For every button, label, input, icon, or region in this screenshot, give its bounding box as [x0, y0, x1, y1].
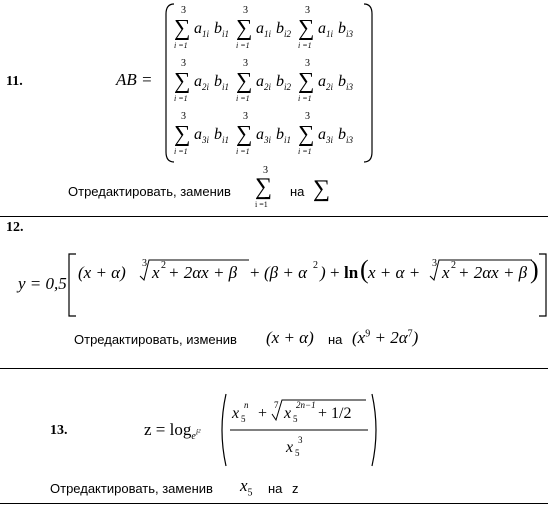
instruction-na: на — [268, 481, 283, 496]
sum-lower: i =1 — [236, 41, 250, 50]
problem-11-lhs: AB = — [116, 70, 153, 89]
svg-text:3: 3 — [142, 258, 147, 269]
svg-text:7: 7 — [274, 400, 279, 410]
svg-text:5: 5 — [295, 448, 300, 458]
matrix-cell — [298, 108, 360, 161]
sum-upper: 3 — [305, 111, 310, 122]
sum-upper: 3 — [305, 5, 310, 16]
sum-lower: i =1 — [236, 147, 250, 156]
b-subscript: i1 — [284, 135, 292, 145]
sum-symbol-with-limits — [253, 162, 279, 210]
a-term: a — [194, 73, 202, 90]
sum-lower: i =1 — [298, 41, 312, 50]
b-term: b — [276, 126, 284, 143]
sum-sign: ∑ — [298, 68, 315, 93]
svg-text:2: 2 — [161, 260, 166, 271]
sum-lower: i =1 — [174, 94, 188, 103]
sum-upper: 3 — [243, 111, 248, 122]
matrix-cell — [174, 55, 236, 108]
svg-text:5: 5 — [241, 414, 246, 424]
a-subscript: 1i — [264, 29, 272, 39]
a-term: a — [256, 73, 264, 90]
sum-sign: ∑ — [174, 68, 191, 93]
svg-text:+ 1/2: + 1/2 — [318, 405, 352, 422]
part1: (x + α) — [78, 263, 126, 282]
sum-lower: i =1 — [236, 94, 250, 103]
b-subscript: i1 — [222, 29, 230, 39]
divider-1 — [0, 216, 548, 217]
problem-12-number: 12. — [6, 220, 24, 235]
a-term: a — [194, 20, 202, 37]
a-subscript: 2i — [264, 82, 272, 92]
svg-text:): ) — [320, 263, 326, 282]
matrix-cell — [298, 55, 360, 108]
svg-text:+ 2αx + β: + 2αx + β — [168, 263, 238, 282]
svg-text:ln: ln — [344, 263, 359, 282]
svg-text:x: x — [232, 405, 240, 422]
divider-2 — [0, 368, 548, 369]
svg-text:3: 3 — [432, 258, 437, 269]
sum-upper: 3 — [305, 58, 310, 69]
b-term: b — [338, 126, 346, 143]
b-term: b — [214, 126, 222, 143]
sum-upper: 3 — [181, 111, 186, 122]
instruction-from-expr: (x + α) — [266, 328, 314, 347]
svg-text:∑: ∑ — [313, 176, 331, 202]
instruction-text: Отредактировать, изменив — [74, 332, 237, 347]
instruction-na: на — [290, 184, 305, 199]
a-subscript: 1i — [326, 29, 334, 39]
sum-lower: i =1 — [174, 147, 188, 156]
instruction-to-var: z — [292, 481, 299, 496]
sum-sign: ∑ — [174, 15, 191, 40]
b-subscript: i2 — [284, 29, 292, 39]
b-subscript: i1 — [222, 82, 230, 92]
a-term: a — [318, 73, 326, 90]
svg-text:(β + α: (β + α — [264, 263, 308, 282]
sum-upper: 3 — [263, 165, 268, 176]
a-subscript: 3i — [264, 135, 272, 145]
svg-text:3: 3 — [298, 435, 303, 445]
matrix-cell — [236, 108, 298, 161]
a-term: a — [256, 20, 264, 37]
sum-lower: i =1 — [174, 41, 188, 50]
svg-text:x: x — [442, 263, 450, 282]
matrix — [174, 2, 364, 162]
matrix-cell — [236, 55, 298, 108]
a-term: a — [318, 126, 326, 143]
svg-text:(: ( — [360, 255, 369, 284]
matrix-right-bracket — [362, 2, 376, 164]
sum-sign: ∑ — [174, 121, 191, 146]
matrix-cell — [298, 2, 360, 55]
problem-13-lhs: $z = \log_{e^{i^2}}$ — [144, 420, 201, 443]
svg-text:5: 5 — [293, 414, 298, 424]
b-subscript: i3 — [346, 135, 354, 145]
a-subscript: 2i — [202, 82, 210, 92]
b-term: b — [214, 73, 222, 90]
sum-sign: ∑ — [236, 68, 253, 93]
b-subscript: i3 — [346, 82, 354, 92]
sum-lower: i =1 — [298, 147, 312, 156]
b-subscript: i3 — [346, 29, 354, 39]
a-term: a — [256, 126, 264, 143]
problem-11-instruction — [68, 184, 231, 199]
svg-text:+: + — [258, 405, 268, 422]
sum-upper: 3 — [181, 5, 186, 16]
problem-11-number: 11. — [6, 74, 23, 89]
divider-3 — [0, 503, 548, 504]
b-term: b — [276, 73, 284, 90]
sum-sign: ∑ — [298, 15, 315, 40]
svg-text:x: x — [286, 439, 294, 456]
svg-text:n: n — [244, 400, 249, 410]
problem-13-instruction — [50, 481, 213, 496]
instruction-text: Отредактировать, заменив — [50, 481, 213, 496]
svg-text:x + α +: x + α + — [368, 263, 421, 282]
svg-text:x: x — [284, 405, 292, 422]
instruction-from-expr: $x_5$ — [240, 476, 253, 499]
a-term: a — [318, 20, 326, 37]
sum-lower: i =1 — [298, 94, 312, 103]
problem-13-number: 13. — [50, 423, 68, 438]
matrix-cell — [174, 108, 236, 161]
matrix-cell — [174, 2, 236, 55]
svg-text:+: + — [330, 263, 340, 282]
b-subscript: i1 — [222, 135, 230, 145]
problem-12-instruction — [74, 332, 237, 347]
a-subscript: 2i — [326, 82, 334, 92]
sum-upper: 3 — [243, 5, 248, 16]
formula-12 — [64, 250, 548, 320]
instruction-to-expr: $(x^9 + 2\alpha^7)$ — [352, 328, 419, 347]
svg-text:∑: ∑ — [255, 174, 273, 200]
formula-13 — [214, 390, 384, 470]
instruction-na: на — [328, 332, 343, 347]
svg-text:2n−1: 2n−1 — [296, 400, 316, 410]
sum-symbol — [312, 172, 336, 202]
a-term: a — [194, 126, 202, 143]
b-term: b — [338, 20, 346, 37]
sum-sign: ∑ — [236, 121, 253, 146]
svg-text:+ 2αx + β: + 2αx + β — [458, 263, 528, 282]
sum-lower: i =1 — [255, 200, 268, 209]
matrix-cell — [236, 2, 298, 55]
svg-text:+: + — [250, 263, 260, 282]
problem-12-lhs: y = 0,5 — [18, 274, 67, 293]
b-term: b — [214, 20, 222, 37]
a-subscript: 3i — [326, 135, 334, 145]
svg-text:x: x — [152, 263, 160, 282]
b-subscript: i2 — [284, 82, 292, 92]
sum-upper: 3 — [243, 58, 248, 69]
b-term: b — [338, 73, 346, 90]
a-subscript: 3i — [202, 135, 210, 145]
b-term: b — [276, 20, 284, 37]
svg-text:2: 2 — [313, 260, 318, 271]
svg-text:2: 2 — [451, 260, 456, 271]
sum-upper: 3 — [181, 58, 186, 69]
svg-text:): ) — [530, 255, 539, 284]
instruction-text: Отредактировать, заменив — [68, 184, 231, 199]
a-subscript: 1i — [202, 29, 210, 39]
sum-sign: ∑ — [236, 15, 253, 40]
sum-sign: ∑ — [298, 121, 315, 146]
